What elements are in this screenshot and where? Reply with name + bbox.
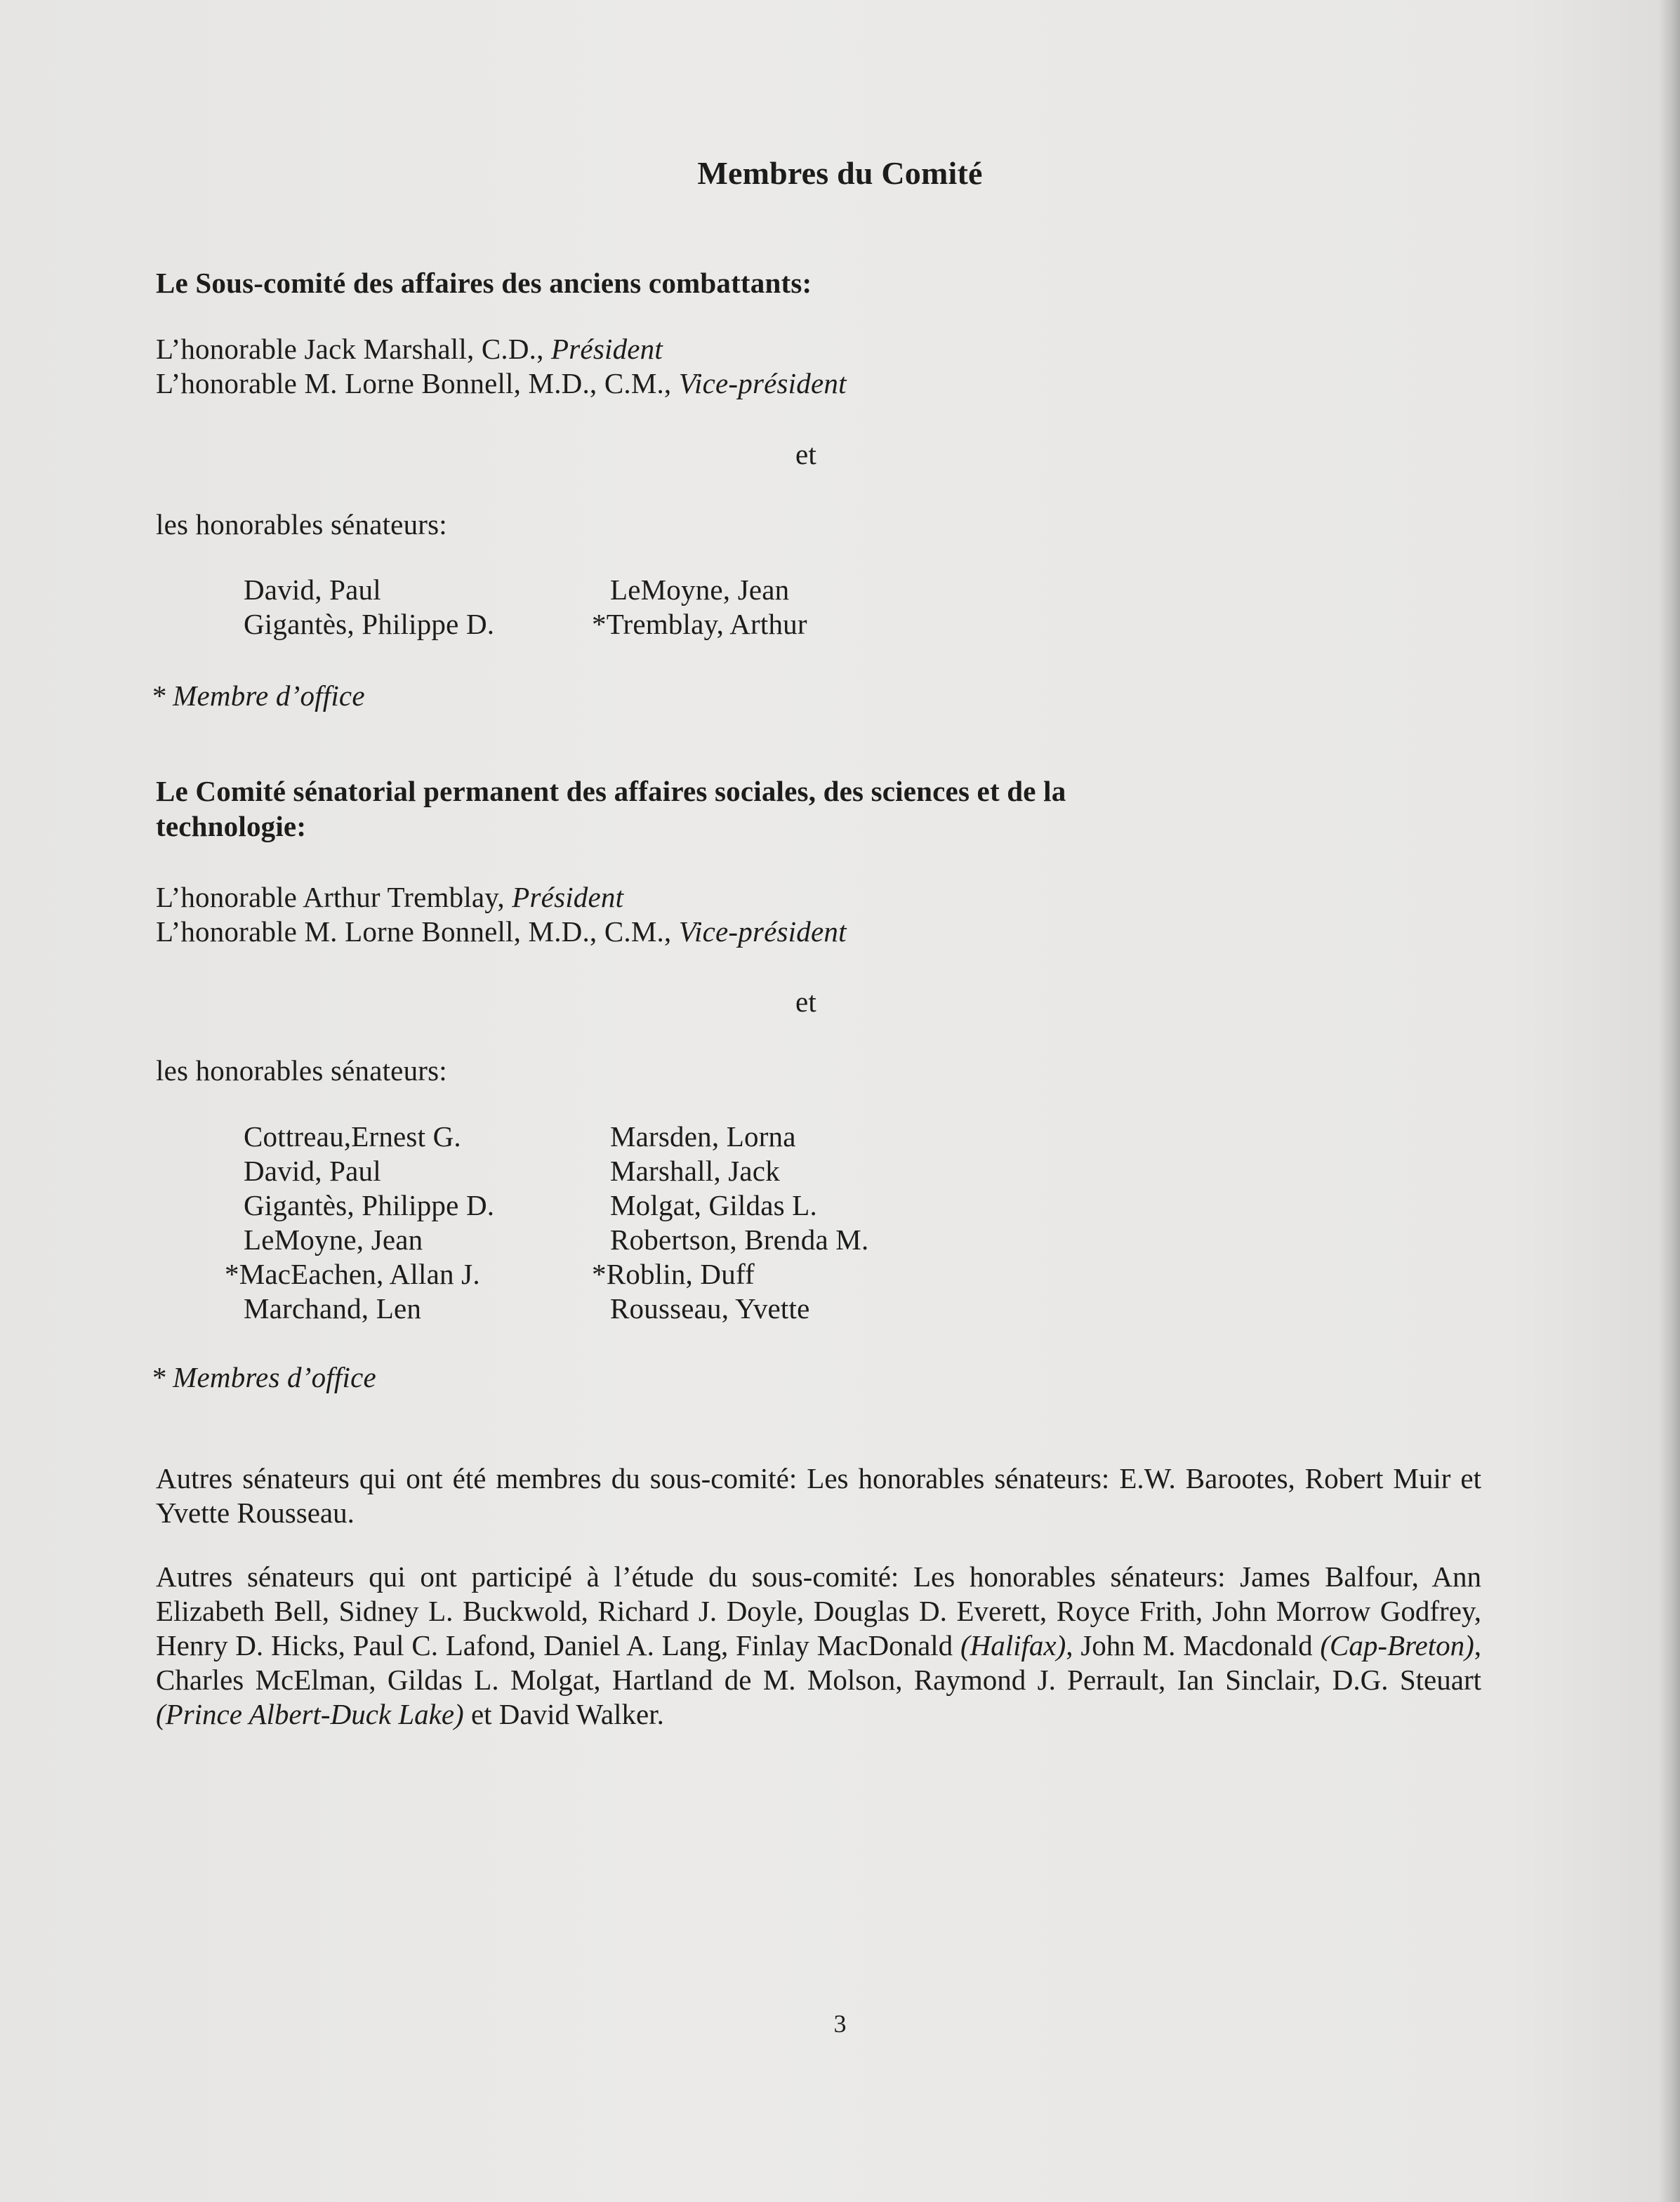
subcommittee-chair-role: Président [551, 333, 663, 365]
page-title: Membres du Comité [697, 155, 983, 191]
subcommittee-note: * Membre d’office [151, 679, 365, 712]
subcommittee-member: *Tremblay, Arthur [592, 608, 807, 640]
subcommittee-senators-label: les honorables sénateurs: [156, 508, 447, 540]
committee-et: et [795, 986, 816, 1018]
committee-vice-role: Vice-président [678, 915, 847, 948]
participants-prince-albert: (Prince Albert-Duck Lake) [156, 1698, 464, 1730]
participants-text: Autres sénateurs qui ont participé à l’étude du sous-comité: Les honorables sénateurs: James Balfour, Ann Elizabeth Bell, Sidney L. Buckwold, Richard J. Doyle, Douglas D. Everett, Royce Frith, John Morrow Godfrey, Henry D. Hicks, Paul C. Lafond, Daniel A. Lang, Finlay MacDonald [156, 1560, 1481, 1662]
participants-text: et David Walker. [463, 1698, 664, 1730]
committee-vice-name: L’honorable M. Lorne Bonnell, M.D., C.M., [156, 915, 672, 948]
subcommittee-member: Gigantès, Philippe D. [244, 608, 495, 640]
committee-chair-name: L’honorable Arthur Tremblay, [156, 881, 505, 913]
committee-member: Marsden, Lorna [610, 1120, 796, 1153]
committee-member: David, Paul [244, 1155, 381, 1187]
committee-member: Marshall, Jack [610, 1155, 780, 1187]
subcommittee-heading: Le Sous-comité des affaires des anciens combattants: [156, 267, 812, 299]
participants-text: , Charles McElman, Gildas L. Molgat, Hartland de M. Molson, Raymond J. Perrault, Ian Sinclair, D.G. Steuart [156, 1629, 1481, 1696]
participants-paragraph [156, 1560, 1481, 1732]
committee-vice-chair [156, 914, 847, 949]
participants-halifax: (Halifax) [960, 1629, 1066, 1662]
participants-text: , John M. Macdonald [1066, 1629, 1321, 1662]
committee-chair [156, 880, 623, 915]
binding-edge [1659, 0, 1680, 2202]
committee-member: Marchand, Len [244, 1292, 422, 1325]
committee-member: Cottreau,Ernest G. [244, 1120, 461, 1153]
committee-senators-label: les honorables sénateurs: [156, 1054, 447, 1087]
committee-member: *Roblin, Duff [592, 1258, 755, 1290]
committee-note: * Membres d’office [151, 1361, 376, 1393]
committee-member: LeMoyne, Jean [244, 1223, 423, 1256]
committee-member: *MacEachen, Allan J. [225, 1258, 480, 1290]
subcommittee-vice-role: Vice-président [678, 367, 847, 399]
page-number: 3 [833, 2010, 847, 2038]
committee-member: Rousseau, Yvette [610, 1292, 810, 1325]
subcommittee-chair-name: L’honorable Jack Marshall, C.D., [156, 333, 544, 365]
subcommittee-member: David, Paul [244, 573, 381, 606]
subcommittee-vice-name: L’honorable M. Lorne Bonnell, M.D., C.M., [156, 367, 672, 399]
subcommittee-member: LeMoyne, Jean [610, 573, 790, 606]
other-members-paragraph: Autres sénateurs qui ont été membres du sous-comité: Les honorables sénateurs: E.W. Barootes, Robert Muir et Yvette Rousseau. [156, 1462, 1481, 1529]
committee-heading-line2: technologie: [156, 810, 307, 842]
committee-member: Robertson, Brenda M. [610, 1223, 869, 1256]
committee-member: Gigantès, Philippe D. [244, 1189, 495, 1221]
subcommittee-et: et [795, 438, 816, 470]
committee-chair-role: Président [512, 881, 624, 913]
subcommittee-chair [156, 331, 663, 366]
committee-heading-line1: Le Comité sénatorial permanent des affaires sociales, des sciences et de la [156, 775, 1066, 807]
participants-cap-breton: (Cap-Breton) [1320, 1629, 1474, 1662]
committee-member: Molgat, Gildas L. [610, 1189, 817, 1221]
subcommittee-vice-chair [156, 366, 847, 401]
